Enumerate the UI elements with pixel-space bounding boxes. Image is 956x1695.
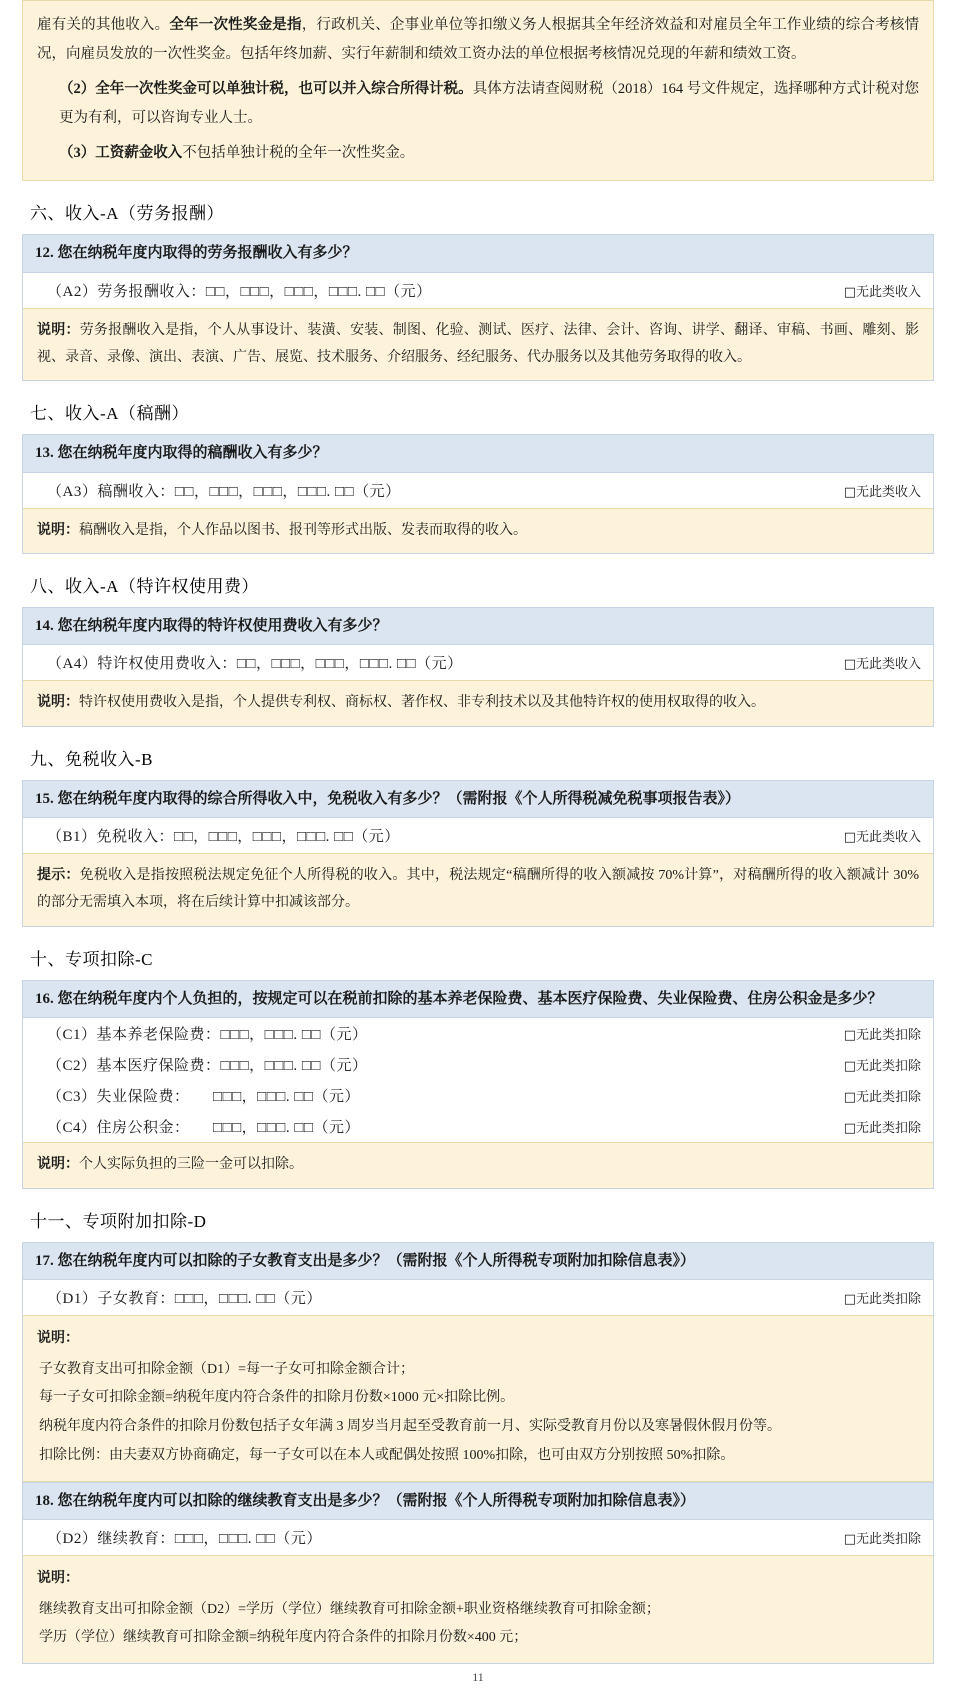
top-note-paragraph-1: 雇有关的其他收入。全年一次性奖金是指，行政机关、企事业单位等扣缴义务人根据其全年经济效益和对雇员全年工作业绩的综合考核情况，向雇员发放的一次性奖金。包括年终加薪、实行年薪制和绩效工资办法的单位根据考核情况兑现的年薪和绩效工资。	[37, 17, 920, 62]
checkbox-no-income-b1[interactable]: □无此类收入	[843, 830, 921, 846]
checkbox-no-income-a2[interactable]: □无此类收入	[843, 284, 921, 300]
explanation-12	[23, 308, 933, 381]
section-title-11: 十一、专项附加扣除-D	[30, 1211, 207, 1231]
field-label-a4: （A4）特许权使用费收入：□□，□□□，□□□，□□□. □□（元）	[47, 656, 463, 673]
question-18-heading: 18. 您在纳税年度内可以扣除的继续教育支出是多少？（需附报《个人所得税专项附加扣除信息表》）	[23, 1482, 933, 1521]
explanation-18-line-1: 继续教育支出可扣除金额（D2）=学历（学位）继续教育可扣除金额+职业资格继续教育可扣除金额；	[39, 1601, 660, 1617]
explanation-15-text: 免税收入是指按照税法规定免征个人所得税的收入。其中，税法规定“稿酬所得的收入额减按 70%计算”，对稿酬所得的收入额减计 30%的部分无需填入本项，将在后续计算中扣减该部分。	[37, 868, 920, 911]
explanation-13-lead: 说明：	[37, 522, 79, 538]
question-box-16	[22, 980, 934, 1189]
explanation-14-text: 特许权使用费收入是指，个人提供专利权、商标权、著作权、非专利技术以及其他特许权的使用权取得的收入。	[79, 695, 765, 711]
checkbox-no-income-a3[interactable]: □无此类收入	[843, 484, 921, 500]
top-note-box	[22, 0, 934, 181]
field-row-d1[interactable]	[23, 1280, 933, 1315]
field-row-a3[interactable]	[23, 473, 933, 508]
field-row-c3[interactable]	[23, 1080, 933, 1111]
field-label-b1: （B1）免税收入：□□，□□□，□□□，□□□. □□（元）	[47, 829, 400, 846]
section-title-10: 十、专项扣除-C	[30, 949, 153, 969]
explanation-18-title: 说明：	[37, 1571, 79, 1587]
question-box-13	[22, 434, 934, 554]
field-row-c1[interactable]	[23, 1018, 933, 1049]
explanation-17-line-2: 每一子女可扣除金额=纳税年度内符合条件的扣除月份数×1000 元×扣除比例。	[39, 1390, 515, 1406]
explanation-17-line-4: 扣除比例：由夫妻双方协商确定，每一子女可以在本人或配偶处按照 100%扣除，也可由双方分别按照 50%扣除。	[39, 1447, 735, 1463]
question-14-heading: 14. 您在纳税年度内取得的特许权使用费收入有多少？	[23, 608, 933, 646]
field-label-c3: （C3）失业保险费： □□□，□□□. □□（元）	[47, 1089, 360, 1106]
checkbox-no-deduction-d1[interactable]: □无此类扣除	[843, 1292, 921, 1308]
explanation-18	[23, 1555, 933, 1663]
question-12-heading: 12. 您在纳税年度内取得的劳务报酬收入有多少？	[23, 235, 933, 273]
question-box-12	[22, 234, 934, 381]
question-box-14	[22, 607, 934, 727]
explanation-17	[23, 1315, 933, 1481]
explanation-15	[23, 853, 933, 926]
checkbox-no-income-a4[interactable]: □无此类收入	[843, 657, 921, 673]
field-row-c4[interactable]	[23, 1111, 933, 1142]
question-16-heading: 16. 您在纳税年度内个人负担的，按规定可以在税前扣除的基本养老保险费、基本医疗保险费、失业保险费、住房公积金是多少？	[23, 981, 933, 1019]
field-row-b1[interactable]	[23, 818, 933, 853]
page-number: 11	[472, 1670, 484, 1685]
checkbox-no-deduction-c1[interactable]: □无此类扣除	[843, 1028, 921, 1044]
explanation-15-lead: 提示：	[37, 868, 80, 884]
explanation-14	[23, 680, 933, 725]
question-13-heading: 13. 您在纳税年度内取得的稿酬收入有多少？	[23, 435, 933, 473]
checkbox-no-deduction-c3[interactable]: □无此类扣除	[843, 1090, 921, 1106]
field-label-c4: （C4）住房公积金： □□□，□□□. □□（元）	[47, 1120, 360, 1137]
explanation-12-lead: 说明：	[37, 322, 80, 338]
question-box-15	[22, 780, 934, 927]
explanation-14-lead: 说明：	[37, 695, 79, 711]
question-15-heading: 15. 您在纳税年度内取得的综合所得收入中，免税收入有多少？（需附报《个人所得税减免税事项报告表》）	[23, 781, 933, 819]
explanation-16	[23, 1142, 933, 1187]
field-row-a4[interactable]	[23, 645, 933, 680]
field-label-a2: （A2）劳务报酬收入：□□，□□□，□□□，□□□. □□（元）	[47, 283, 432, 300]
field-label-d2: （D2）继续教育：□□□，□□□. □□（元）	[47, 1531, 322, 1548]
explanation-17-line-3: 纳税年度内符合条件的扣除月份数包括子女年满 3 周岁当月起至受教育前一月、实际受教育月份以及寒暑假休假月份等。	[39, 1419, 781, 1435]
field-row-d2[interactable]	[23, 1520, 933, 1555]
explanation-12-text: 劳务报酬收入是指，个人从事设计、装潢、安装、制图、化验、测试、医疗、法律、会计、咨询、讲学、翻译、审稿、书画、雕刻、影视、录音、录像、演出、表演、广告、展览、技术服务、介绍服务、经纪服务、代办服务以及其他劳务取得的收入。	[37, 322, 920, 365]
question-17-heading: 17. 您在纳税年度内可以扣除的子女教育支出是多少？（需附报《个人所得税专项附加扣除信息表》）	[23, 1243, 933, 1281]
field-label-a3: （A3）稿酬收入：□□，□□□，□□□，□□□. □□（元）	[47, 483, 401, 500]
field-row-a2[interactable]	[23, 273, 933, 308]
checkbox-no-deduction-c4[interactable]: □无此类扣除	[843, 1121, 921, 1137]
explanation-17-line-1: 子女教育支出可扣除金额（D1）=每一子女可扣除金额合计；	[39, 1361, 415, 1377]
question-16-rows	[23, 1018, 933, 1142]
explanation-16-lead: 说明：	[37, 1157, 79, 1173]
section-title-6: 六、收入-A（劳务报酬）	[30, 204, 224, 223]
section-title-7: 七、收入-A（稿酬）	[30, 404, 189, 424]
top-note-paragraph-3: （3）工资薪金收入不包括单独计税的全年一次性奖金。	[59, 145, 415, 161]
question-box-17	[22, 1242, 934, 1665]
checkbox-no-deduction-c2[interactable]: □无此类扣除	[843, 1059, 921, 1075]
explanation-17-title: 说明：	[37, 1331, 79, 1347]
top-note-paragraph-2: （2）全年一次性奖金可以单独计税，也可以并入综合所得计税。具体方法请查阅财税（2018）164 号文件规定，选择哪种方式计税对您更为有利，可以咨询专业人士。	[59, 81, 920, 126]
field-row-c2[interactable]	[23, 1049, 933, 1080]
explanation-18-line-2: 学历（学位）继续教育可扣除金额=纳税年度内符合条件的扣除月份数×400 元；	[39, 1630, 528, 1646]
section-title-9: 九、免税收入-B	[30, 749, 153, 769]
explanation-13-text: 稿酬收入是指，个人作品以图书、报刊等形式出版、发表而取得的收入。	[79, 522, 527, 538]
field-label-c2: （C2）基本医疗保险费：□□□，□□□. □□（元）	[47, 1058, 368, 1075]
section-title-8: 八、收入-A（特许权使用费）	[30, 576, 259, 596]
checkbox-no-deduction-d2[interactable]: □无此类扣除	[843, 1532, 921, 1548]
field-label-d1: （D1）子女教育：□□□，□□□. □□（元）	[47, 1291, 322, 1308]
explanation-16-text: 个人实际负担的三险一金可以扣除。	[79, 1157, 303, 1173]
field-label-c1: （C1）基本养老保险费：□□□，□□□. □□（元）	[47, 1027, 368, 1044]
explanation-13	[23, 508, 933, 553]
